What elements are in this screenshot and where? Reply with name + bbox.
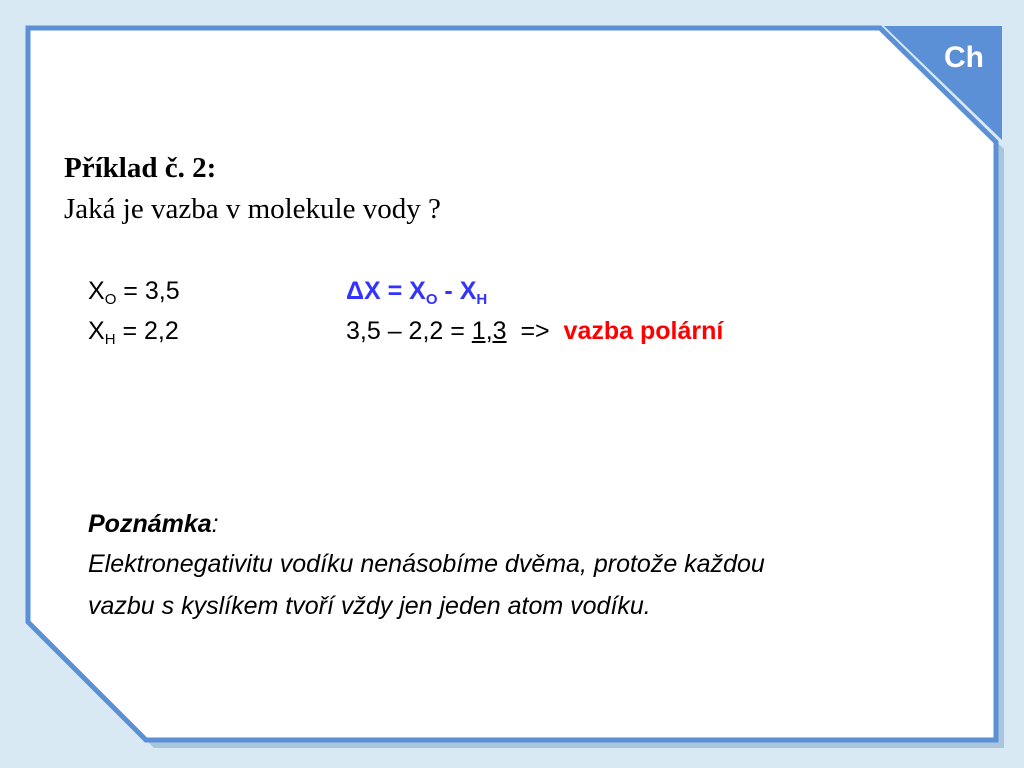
xh-value: $X_H = 2,2$ (88, 317, 179, 348)
note-line-1: Elektronegativitu vodíku nenásobíme dvěma, protože každou (88, 550, 765, 578)
delta-formula: $\Delta X = X_O - X_H$ (346, 277, 488, 308)
example-question: Jaká je vazba v molekule vody ? (64, 193, 441, 225)
calculation: 3,5 – 2,2 = 1,3 => vazba polární (346, 317, 724, 345)
chemistry-badge: Ch (944, 41, 984, 74)
note-heading: Poznámka: (88, 510, 219, 538)
frame-card (28, 28, 996, 740)
calculation-result: 1,3 (471, 317, 507, 345)
conclusion: vazba polární (563, 317, 724, 345)
xo-value: $X_O = 3,5$ (88, 277, 180, 308)
note-line-2: vazbu s kyslíkem tvoří vždy jen jeden atom vodíku. (88, 592, 651, 620)
example-title: Příklad č. 2: (64, 152, 217, 184)
